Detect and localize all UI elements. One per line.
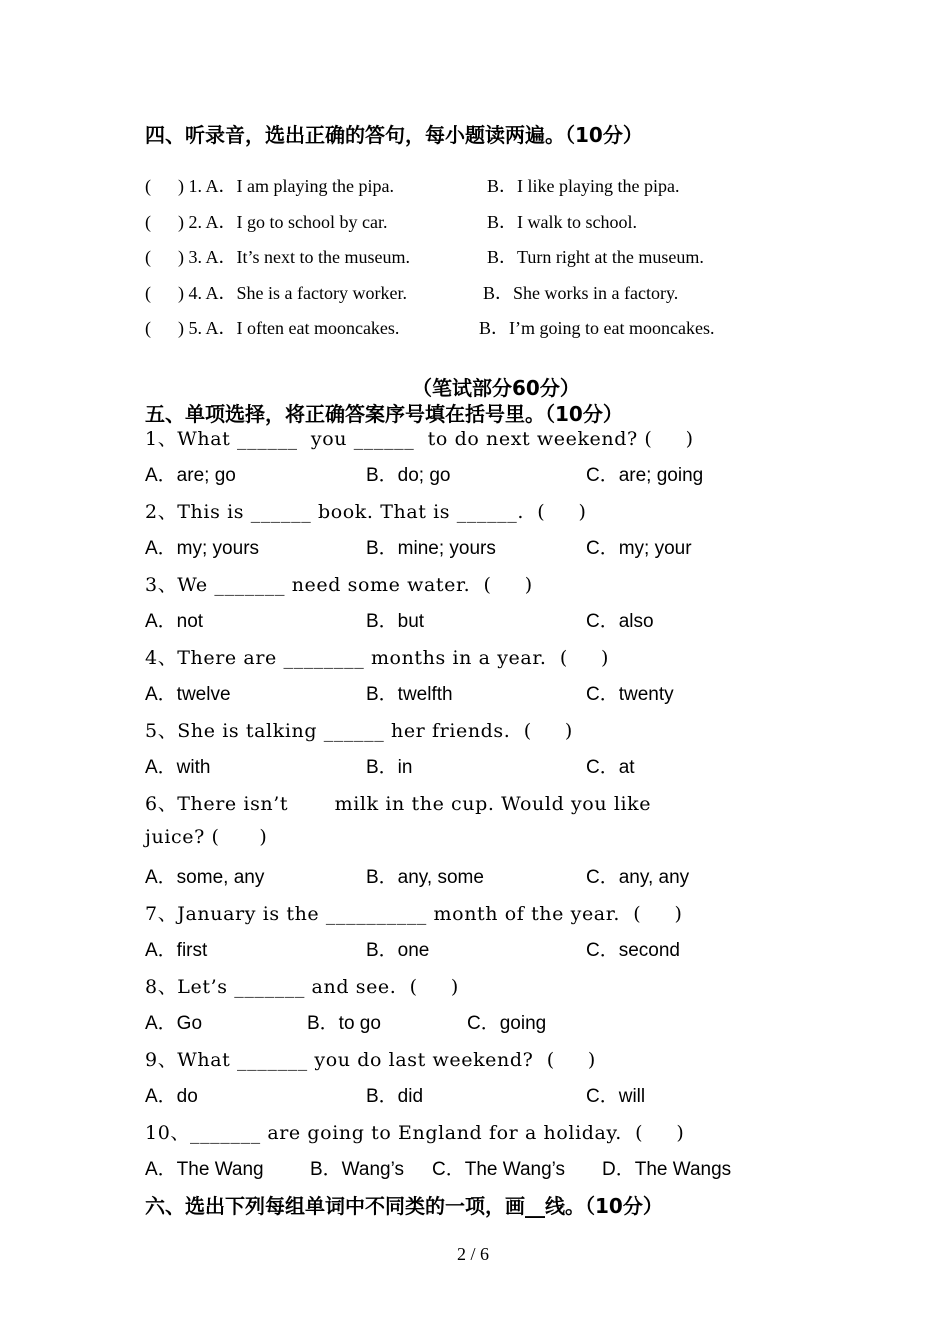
question-7-option-a: A．first: [145, 940, 208, 961]
section6-heading: 六、选出下列每组单词中不同类的一项，画__线。（10分）: [145, 1194, 663, 1218]
question-4-option-b: B．twelfth: [366, 684, 453, 705]
question-10-option-b: B．Wang’s: [310, 1159, 404, 1180]
question-2-option-b: B．mine; yours: [366, 538, 496, 559]
question-8-option-a: A．Go: [145, 1013, 203, 1034]
question-6-option-b: B．any, some: [366, 867, 484, 888]
question-2: 2、This is ______ book. That is ______. ( ): [145, 501, 587, 523]
question-1: 1、What ______ you ______ to do next weekend? ( ): [145, 428, 694, 450]
question-4-option-a: A．twelve: [145, 684, 231, 705]
question-3-option-a: A．not: [145, 611, 204, 632]
question-6-option-c: C．any, any: [586, 867, 690, 888]
listening-item-4-b: B．She works in a factory.: [483, 283, 679, 303]
question-1-option-b: B．do; go: [366, 465, 451, 486]
section5-heading: 五、单项选择，将正确答案序号填在括号里。（10分）: [145, 402, 623, 426]
question-3: 3、We _______ need some water. ( ): [145, 574, 533, 596]
page-number: 2 / 6: [457, 1244, 490, 1264]
question-8: 8、Let’s _______ and see. ( ): [145, 976, 459, 998]
question-10: 10、_______ are going to England for a holiday. ( ): [145, 1122, 685, 1144]
question-1-option-a: A．are; go: [145, 465, 236, 486]
question-7: 7、January is the __________ month of the year. ( ): [145, 903, 683, 925]
question-4-option-c: C．twenty: [586, 684, 674, 705]
question-9-option-a: A．do: [145, 1086, 198, 1107]
question-9: 9、What _______ you do last weekend? ( ): [145, 1049, 596, 1071]
question-6-continued: juice? ( ): [145, 826, 268, 848]
listening-item-3-a: ( ) 3. A．It’s next to the museum.: [145, 247, 410, 267]
question-5-option-a: A．with: [145, 757, 211, 778]
question-6: 6、There isn’t milk in the cup. Would you like: [145, 793, 652, 815]
listening-item-3-b: B．Turn right at the museum.: [487, 247, 704, 267]
listening-item-1-a: ( ) 1. A．I am playing the pipa.: [145, 176, 394, 196]
question-10-option-d: D．The Wangs: [602, 1159, 732, 1180]
question-5-option-b: B．in: [366, 757, 413, 778]
question-2-option-c: C．my; your: [586, 538, 692, 559]
question-7-option-b: B．one: [366, 940, 430, 961]
question-8-option-b: B．to go: [307, 1013, 381, 1034]
question-7-option-c: C．second: [586, 940, 680, 961]
written-part-title: （笔试部分60分）: [412, 376, 580, 400]
question-9-option-c: C．will: [586, 1086, 646, 1107]
question-2-option-a: A．my; yours: [145, 538, 260, 559]
question-1-option-c: C．are; going: [586, 465, 704, 486]
question-9-option-b: B．did: [366, 1086, 424, 1107]
question-5: 5、She is talking ______ her friends. ( ): [145, 720, 573, 742]
question-5-option-c: C．at: [586, 757, 635, 778]
question-8-option-c: C．going: [467, 1013, 547, 1034]
question-3-option-c: C．also: [586, 611, 654, 632]
section4-heading: 四、听录音，选出正确的答句，每小题读两遍。（10分）: [145, 123, 643, 147]
listening-item-2-b: B．I walk to school.: [487, 212, 637, 232]
question-10-option-c: C．The Wang’s: [432, 1159, 566, 1180]
listening-item-1-b: B．I like playing the pipa.: [487, 176, 680, 196]
listening-item-5-b: B．I’m going to eat mooncakes.: [479, 318, 715, 338]
question-3-option-b: B．but: [366, 611, 425, 632]
question-6-option-a: A．some, any: [145, 867, 265, 888]
listening-item-2-a: ( ) 2. A．I go to school by car.: [145, 212, 388, 232]
question-10-option-a: A．The Wang: [145, 1159, 264, 1180]
question-4: 4、There are ________ months in a year. ( ): [145, 647, 610, 669]
listening-item-5-a: ( ) 5. A．I often eat mooncakes.: [145, 318, 400, 338]
listening-item-4-a: ( ) 4. A．She is a factory worker.: [145, 283, 407, 303]
